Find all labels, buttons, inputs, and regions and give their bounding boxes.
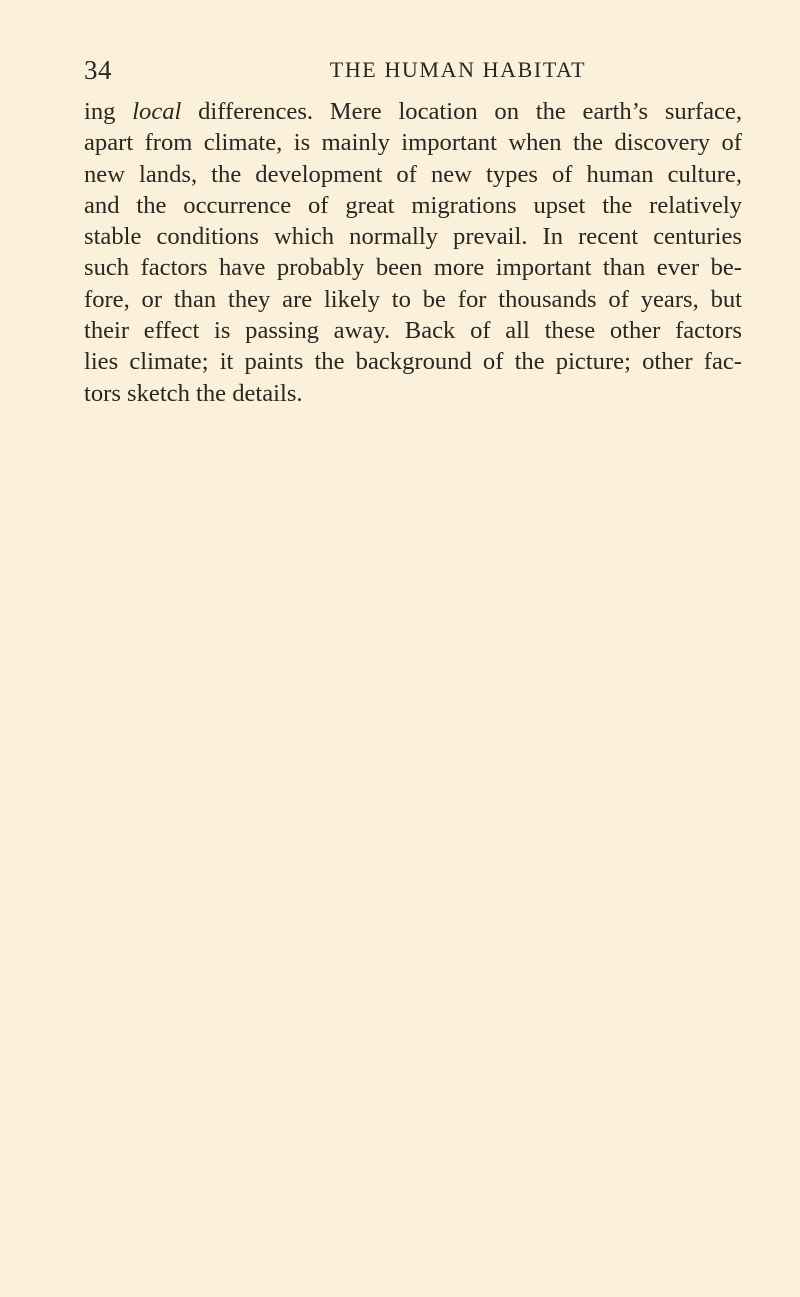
text-line: lies climate; it paints the background of the picture; other fac- [84,348,742,376]
text-line: ing local differences. Mere location on the earth’s surface, [84,98,742,125]
running-title: THE HUMAN HABITAT [329,57,587,82]
text-line: apart from climate, is mainly important when the discovery of [84,129,742,157]
text-line: fore, or than they are likely to be for thousands of years, but [84,285,742,313]
body-paragraph [84,96,742,409]
text-line: new lands, the development of new types of human culture, [84,160,742,188]
text-line: tors sketch the details. [84,379,303,407]
emphasized-word: local [132,98,182,125]
page-number: 34 [84,55,112,85]
text-line: and the occurrence of great migrations upset the relatively [84,191,742,219]
running-head [84,50,744,90]
text-line: stable conditions which normally prevail. In recent centuries [84,223,742,251]
text-line: their effect is passing away. Back of all these other factors [84,317,742,345]
text-line: such factors have probably been more important than ever be- [84,254,742,282]
